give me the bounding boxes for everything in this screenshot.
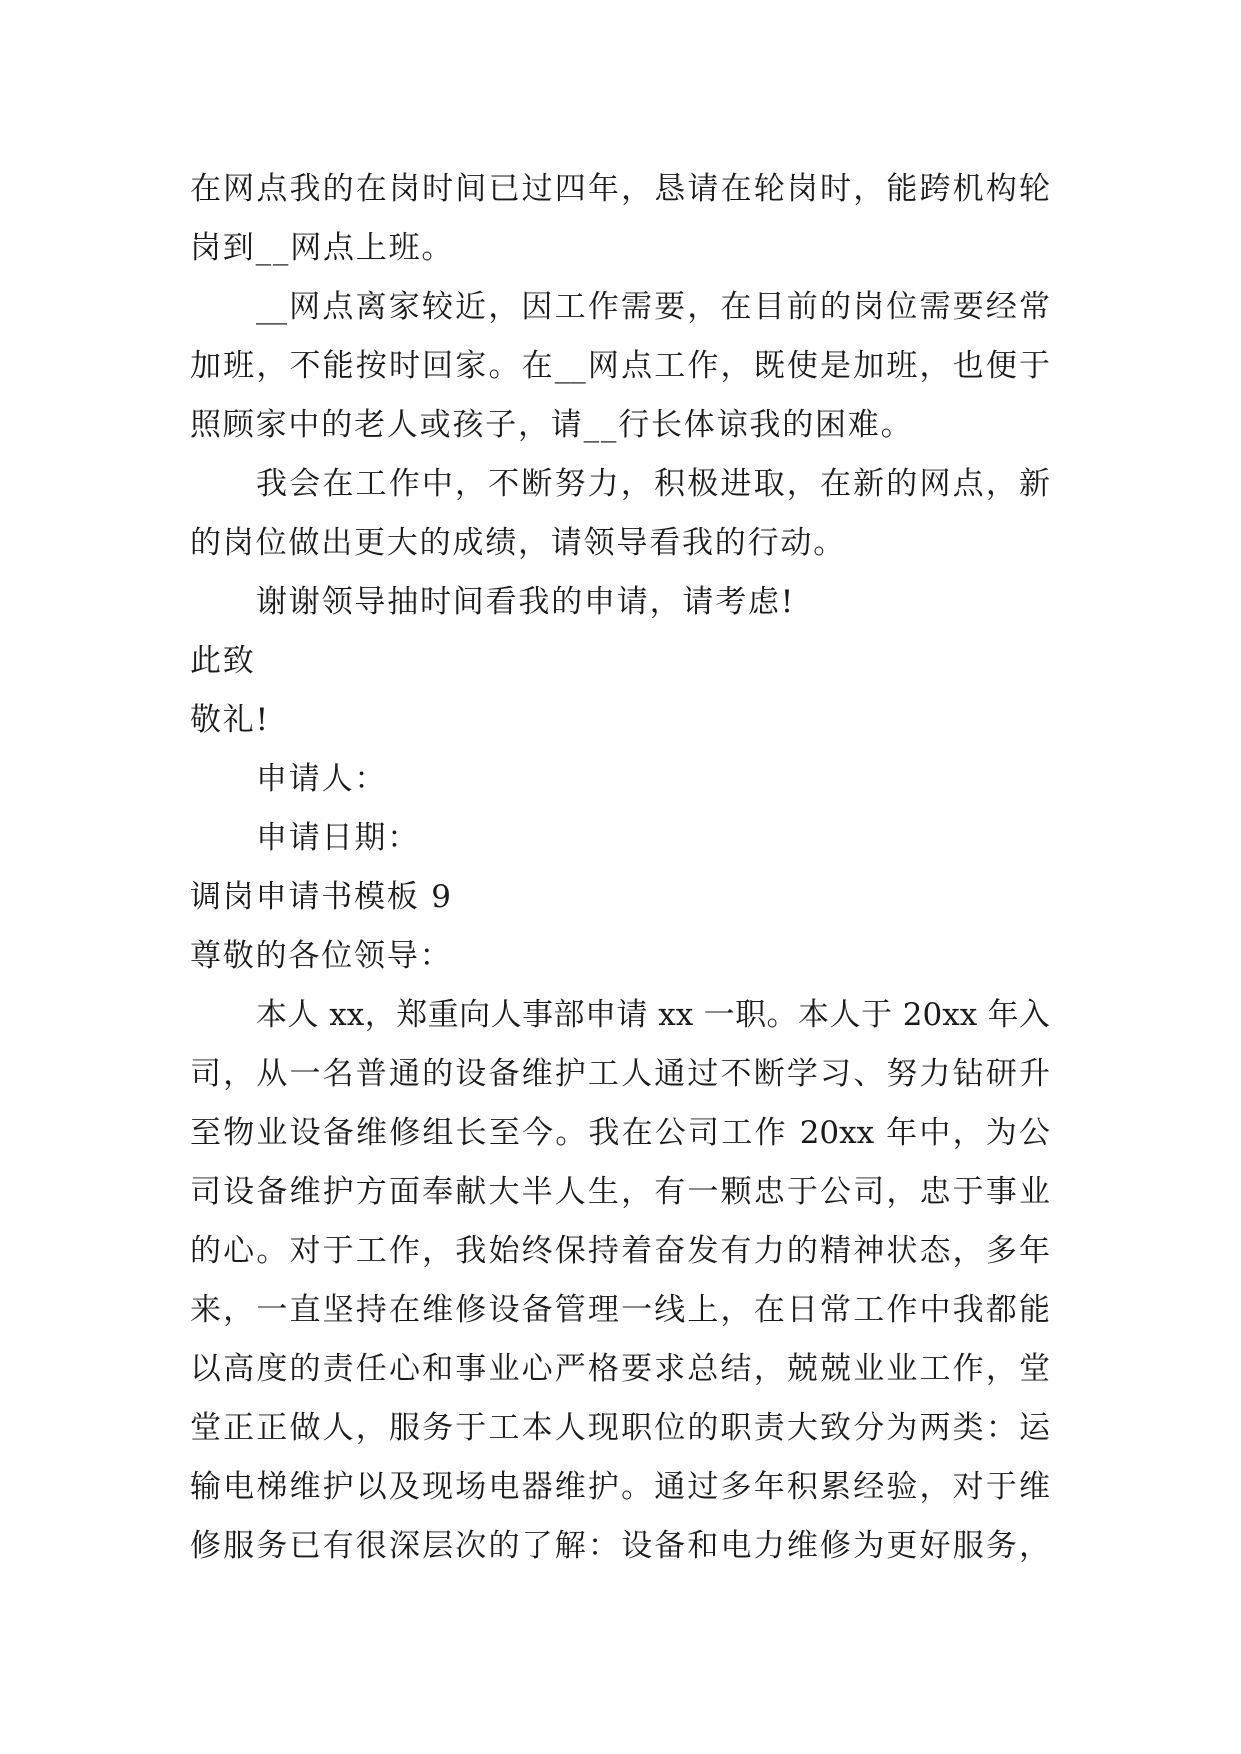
applicant-label: 申请人： bbox=[256, 761, 388, 797]
text-line: 岗到__网点上班。 bbox=[190, 230, 455, 266]
text-line: 我会在工作中，不断努力，积极进取，在新的网点，新 bbox=[256, 466, 1050, 502]
text-line: 来，一直坚持在维修设备管理一线上，在日常工作中我都能 bbox=[190, 1292, 1050, 1328]
text-line: 司，从一名普通的设备维护工人通过不断学习、努力钻研升 bbox=[190, 1056, 1050, 1092]
text-line: 司设备维护方面奉献大半人生，有一颗忠于公司，忠于事业 bbox=[190, 1174, 1050, 1210]
greeting: 尊敬的各位领导： bbox=[190, 938, 453, 974]
salutation: 敬礼! bbox=[190, 702, 270, 738]
text-line: 在网点我的在岗时间已过四年，恳请在轮岗时，能跨机构轮 bbox=[190, 171, 1050, 207]
text-line: 谢谢领导抽时间看我的申请，请考虑! bbox=[256, 584, 796, 620]
text-line: 加班，不能按时回家。在__网点工作，既使是加班，也便于 bbox=[190, 348, 1050, 384]
text-line: 照顾家中的老人或孩子，请__行长体谅我的困难。 bbox=[190, 407, 914, 443]
section-title: 调岗申请书模板 9 bbox=[190, 879, 453, 915]
closing-phrase: 此致 bbox=[190, 643, 256, 679]
text-line: 输电梯维护以及现场电器维护。通过多年积累经验，对于维 bbox=[190, 1469, 1050, 1505]
text-line: 本人 xx，郑重向人事部申请 xx 一职。本人于 20xx 年入 bbox=[256, 997, 1050, 1033]
text-line: 修服务已有很深层次的了解：设备和电力维修为更好服务， bbox=[190, 1528, 1050, 1564]
text-line: 至物业设备维修组长至今。我在公司工作 20xx 年中，为公 bbox=[190, 1115, 1050, 1151]
text-line: __网点离家较近，因工作需要，在目前的岗位需要经常 bbox=[256, 289, 1050, 325]
text-line: 的岗位做出更大的成绩，请领导看我的行动。 bbox=[190, 525, 846, 561]
text-line: 的心。对于工作，我始终保持着奋发有力的精神状态，多年 bbox=[190, 1233, 1050, 1269]
text-line: 以高度的责任心和事业心严格要求总结，兢兢业业工作，堂 bbox=[190, 1351, 1050, 1387]
application-date-label: 申请日期： bbox=[256, 820, 420, 856]
body-text bbox=[190, 160, 1050, 1576]
text-line: 堂正正做人，服务于工本人现职位的职责大致分为两类：运 bbox=[190, 1410, 1050, 1446]
